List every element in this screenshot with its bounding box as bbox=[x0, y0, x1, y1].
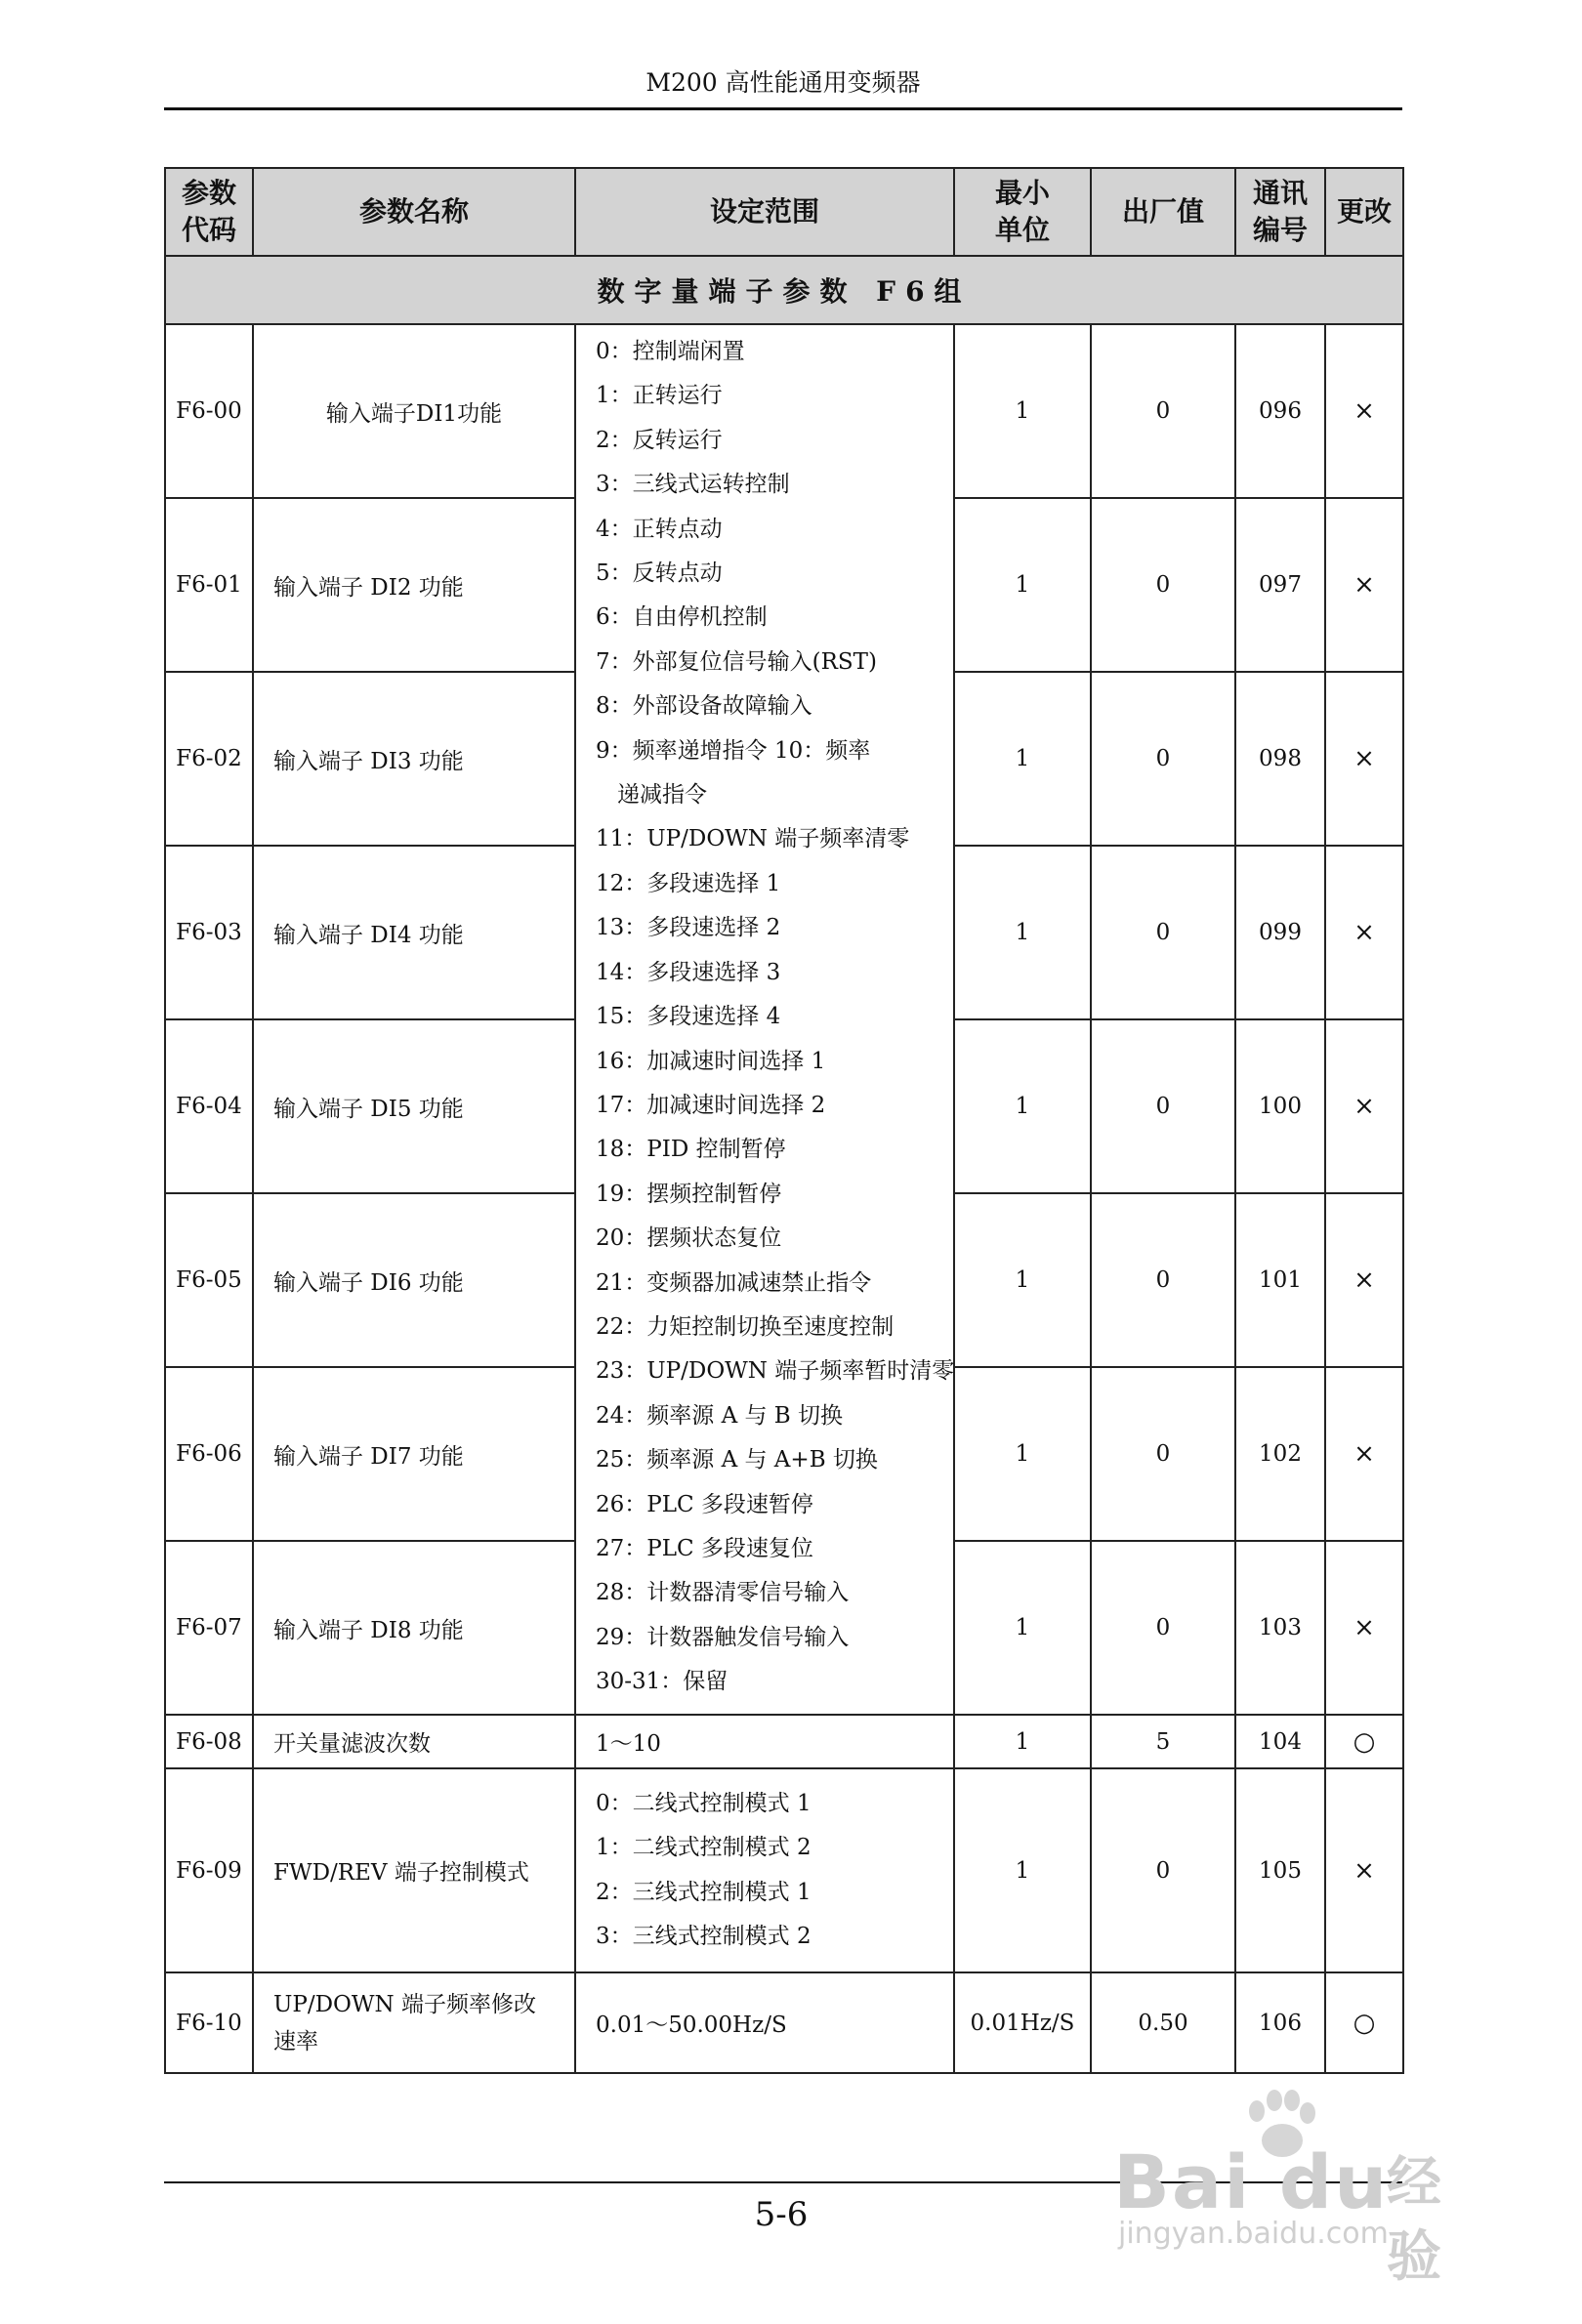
param-modify: × bbox=[1325, 1019, 1403, 1193]
param-modify: × bbox=[1325, 498, 1403, 672]
range-item: 2：反转运行 bbox=[596, 427, 723, 453]
param-code: F6-10 bbox=[165, 1972, 253, 2073]
range-item: 20：摆频状态复位 bbox=[596, 1225, 782, 1252]
param-default: 0.50 bbox=[1091, 1972, 1235, 2073]
watermark-jingyan: 经验 bbox=[1387, 2151, 1441, 2289]
param-modify: ○ bbox=[1325, 1715, 1403, 1768]
param-comm: 103 bbox=[1235, 1541, 1325, 1715]
param-default: 0 bbox=[1091, 1541, 1235, 1715]
header-name: 参数名称 bbox=[253, 168, 575, 256]
param-default: 0 bbox=[1091, 324, 1235, 498]
range-item: 1：正转运行 bbox=[596, 383, 723, 409]
range-item: 30-31：保留 bbox=[596, 1669, 729, 1695]
header-modify: 更改 bbox=[1325, 168, 1403, 256]
range-item: 4：正转点动 bbox=[596, 516, 723, 542]
param-unit: 1 bbox=[954, 1019, 1091, 1193]
param-name: 输入端子 DI5 功能 bbox=[253, 1019, 575, 1193]
range-item: 5：反转点动 bbox=[596, 560, 723, 587]
param-code: F6-06 bbox=[165, 1367, 253, 1541]
param-comm: 101 bbox=[1235, 1193, 1325, 1367]
param-default: 0 bbox=[1091, 1019, 1235, 1193]
param-range bbox=[575, 1768, 954, 1972]
param-default: 0 bbox=[1091, 1367, 1235, 1541]
header-unit: 最小 单位 bbox=[954, 168, 1091, 256]
param-comm: 106 bbox=[1235, 1972, 1325, 2073]
param-modify: × bbox=[1325, 324, 1403, 498]
range-item: 22：力矩控制切换至速度控制 bbox=[596, 1313, 895, 1340]
param-unit: 1 bbox=[954, 498, 1091, 672]
range-item: 24：频率源 A 与 B 切换 bbox=[596, 1402, 844, 1429]
range-item: 23：UP/DOWN 端子频率暂时清零 bbox=[596, 1358, 955, 1385]
param-code: F6-05 bbox=[165, 1193, 253, 1367]
param-comm: 105 bbox=[1235, 1768, 1325, 1972]
range-item: 0：控制端闲置 bbox=[596, 339, 745, 364]
param-name: FWD/REV 端子控制模式 bbox=[253, 1768, 575, 1972]
table-row bbox=[165, 1972, 1403, 2073]
table-header-row bbox=[165, 168, 1403, 256]
param-code: F6-09 bbox=[165, 1768, 253, 1972]
range-item: 0：二线式控制模式 1 bbox=[596, 1790, 812, 1816]
group-title: 数字量端子参数 F6组 bbox=[165, 256, 1403, 324]
param-comm: 100 bbox=[1235, 1019, 1325, 1193]
table-row bbox=[165, 1768, 1403, 1972]
range-item: 16：加减速时间选择 1 bbox=[596, 1048, 826, 1074]
page-number: 5-6 bbox=[754, 2195, 809, 2234]
param-name: 输入端子 DI6 功能 bbox=[253, 1193, 575, 1367]
watermark-brand: Bai du bbox=[1113, 2138, 1390, 2225]
param-modify: × bbox=[1325, 1193, 1403, 1367]
range-item: 1：二线式控制模式 2 bbox=[596, 1835, 812, 1861]
range-item: 28：计数器清零信号输入 bbox=[596, 1580, 850, 1606]
param-unit: 1 bbox=[954, 672, 1091, 846]
param-comm: 098 bbox=[1235, 672, 1325, 846]
param-modify: ○ bbox=[1325, 1972, 1403, 2073]
range-item: 9：频率递增指令 10：频率 bbox=[596, 737, 871, 764]
range-item: 18：PID 控制暂停 bbox=[596, 1137, 786, 1163]
range-item: 12：多段速选择 1 bbox=[596, 870, 781, 896]
param-modify: × bbox=[1325, 1768, 1403, 1972]
param-unit: 1 bbox=[954, 1715, 1091, 1768]
param-comm: 104 bbox=[1235, 1715, 1325, 1768]
baidu-watermark bbox=[1108, 2060, 1479, 2289]
param-default: 0 bbox=[1091, 846, 1235, 1019]
param-unit: 1 bbox=[954, 1768, 1091, 1972]
param-name-line: UP/DOWN 端子频率修改 bbox=[273, 1991, 536, 2017]
param-default: 0 bbox=[1091, 1193, 1235, 1367]
param-unit: 1 bbox=[954, 1367, 1091, 1541]
param-default: 0 bbox=[1091, 498, 1235, 672]
param-default: 0 bbox=[1091, 1768, 1235, 1972]
param-default: 0 bbox=[1091, 672, 1235, 846]
range-item: 2：三线式控制模式 1 bbox=[596, 1879, 812, 1905]
param-unit: 1 bbox=[954, 1193, 1091, 1367]
input-function-range bbox=[575, 324, 954, 1715]
param-code: F6-03 bbox=[165, 846, 253, 1019]
param-modify: × bbox=[1325, 672, 1403, 846]
group-title-row bbox=[165, 256, 1403, 324]
param-code: F6-04 bbox=[165, 1019, 253, 1193]
param-comm: 097 bbox=[1235, 498, 1325, 672]
range-item: 7：外部复位信号输入(RST) bbox=[596, 648, 877, 675]
param-range: 0.01～50.00Hz/S bbox=[575, 1972, 954, 2073]
document-header: M200 高性能通用变频器 bbox=[645, 68, 921, 97]
range-item: 14：多段速选择 3 bbox=[596, 959, 781, 985]
parameter-table bbox=[164, 167, 1404, 2074]
header-comm: 通讯 编号 bbox=[1235, 168, 1325, 256]
param-name: 输入端子 DI7 功能 bbox=[253, 1367, 575, 1541]
range-item: 8：外部设备故障输入 bbox=[596, 693, 812, 720]
header-default: 出厂值 bbox=[1091, 168, 1235, 256]
param-unit: 0.01Hz/S bbox=[954, 1972, 1091, 2073]
range-item: 21：变频器加减速禁止指令 bbox=[596, 1269, 872, 1296]
param-comm: 099 bbox=[1235, 846, 1325, 1019]
param-modify: × bbox=[1325, 1541, 1403, 1715]
range-item: 26：PLC 多段速暂停 bbox=[596, 1491, 813, 1517]
param-name: 输入端子 DI3 功能 bbox=[253, 672, 575, 846]
range-item: 11：UP/DOWN 端子频率清零 bbox=[596, 826, 910, 852]
param-unit: 1 bbox=[954, 1541, 1091, 1715]
range-item: 13：多段速选择 2 bbox=[596, 915, 781, 941]
param-modify: × bbox=[1325, 846, 1403, 1019]
param-code: F6-07 bbox=[165, 1541, 253, 1715]
param-code: F6-00 bbox=[165, 324, 253, 498]
range-item: 27：PLC 多段速复位 bbox=[596, 1535, 813, 1561]
range-item: 17：加减速时间选择 2 bbox=[596, 1092, 826, 1118]
header-rule bbox=[164, 107, 1402, 110]
param-code: F6-01 bbox=[165, 498, 253, 672]
param-name bbox=[253, 1972, 575, 2073]
param-name: 开关量滤波次数 bbox=[253, 1715, 575, 1768]
range-item: 递减指令 bbox=[617, 782, 707, 809]
param-comm: 102 bbox=[1235, 1367, 1325, 1541]
param-name: 输入端子 DI8 功能 bbox=[253, 1541, 575, 1715]
range-item: 6：自由停机控制 bbox=[596, 604, 768, 631]
param-modify: × bbox=[1325, 1367, 1403, 1541]
table-row bbox=[165, 324, 1403, 498]
param-default: 5 bbox=[1091, 1715, 1235, 1768]
param-name: 输入端子 DI2 功能 bbox=[253, 498, 575, 672]
param-unit: 1 bbox=[954, 324, 1091, 498]
param-range: 1～10 bbox=[575, 1715, 954, 1768]
range-item: 29：计数器触发信号输入 bbox=[596, 1624, 850, 1650]
range-item: 19：摆频控制暂停 bbox=[596, 1181, 782, 1207]
param-name-line: 速率 bbox=[273, 2028, 318, 2054]
range-item: 3：三线式运转控制 bbox=[596, 472, 790, 498]
header-range: 设定范围 bbox=[575, 168, 954, 256]
param-unit: 1 bbox=[954, 846, 1091, 1019]
range-item: 25：频率源 A 与 A+B 切换 bbox=[596, 1447, 878, 1473]
param-comm: 096 bbox=[1235, 324, 1325, 498]
param-code: F6-02 bbox=[165, 672, 253, 846]
watermark-url: jingyan.baidu.com bbox=[1118, 2217, 1389, 2251]
range-item: 15：多段速选择 4 bbox=[596, 1004, 781, 1030]
table-row bbox=[165, 1715, 1403, 1768]
header-code: 参数 代码 bbox=[165, 168, 253, 256]
param-name: 输入端子 DI4 功能 bbox=[253, 846, 575, 1019]
param-name: 输入端子DI1功能 bbox=[253, 324, 575, 498]
range-item: 3：三线式控制模式 2 bbox=[596, 1923, 812, 1949]
param-code: F6-08 bbox=[165, 1715, 253, 1768]
